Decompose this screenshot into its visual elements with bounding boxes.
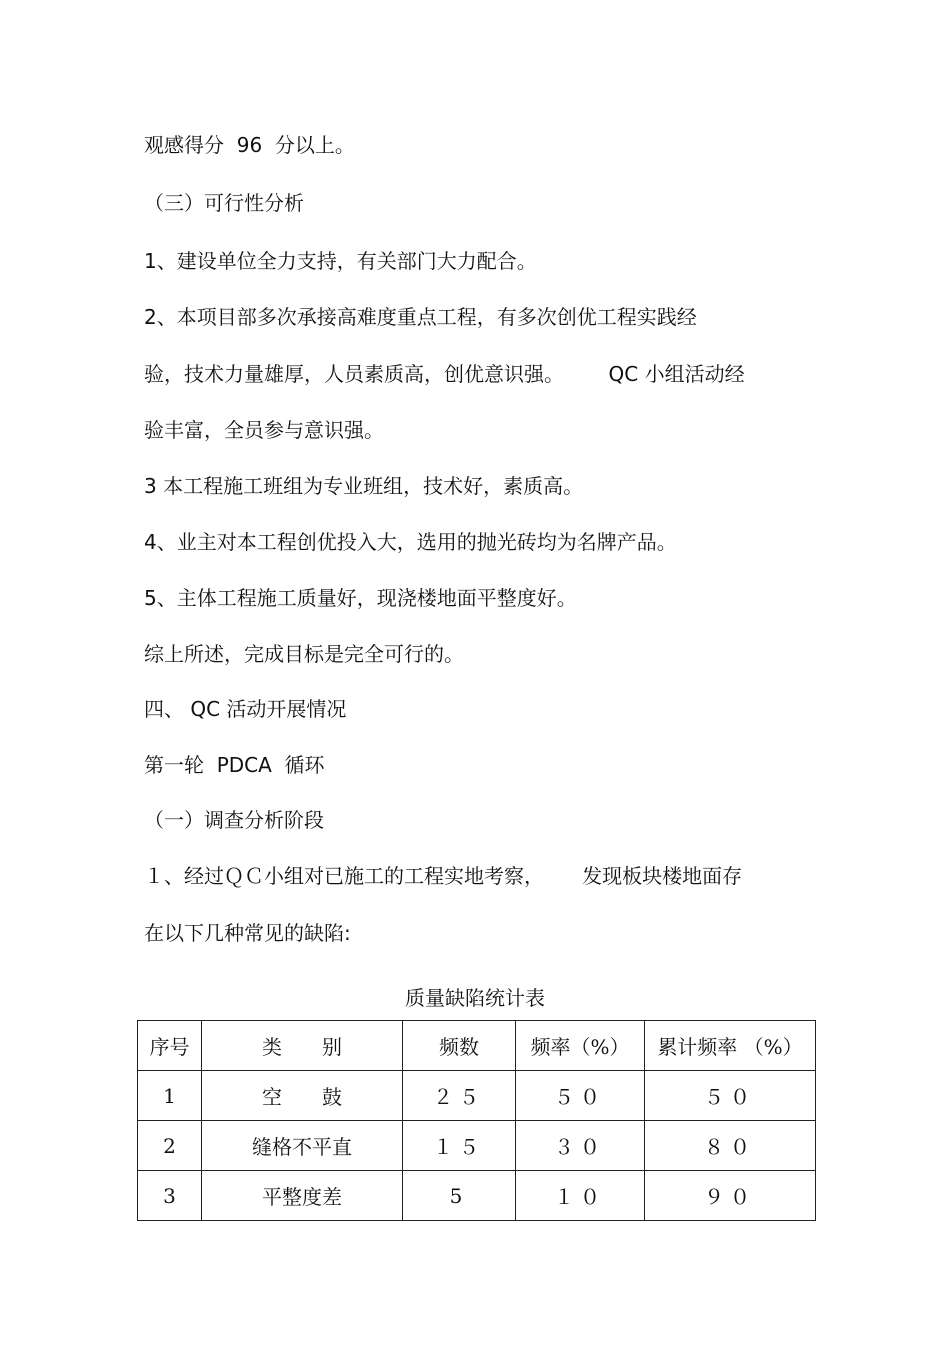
paragraph: 3 本工程施工班组为专业班组，技术好，素质高。 bbox=[144, 474, 584, 498]
table-cell: 3 bbox=[138, 1171, 202, 1221]
table-cell: 2 bbox=[138, 1121, 202, 1171]
paragraph: 2、本项目部多次承接高难度重点工程，有多次创优工程实践经 bbox=[144, 305, 697, 329]
table-header-cell: 类 别 bbox=[202, 1021, 403, 1071]
table-cell: 1 bbox=[138, 1071, 202, 1121]
table-cell: 平整度差 bbox=[202, 1171, 403, 1221]
section-heading: 四、 QC 活动开展情况 bbox=[144, 697, 347, 721]
paragraph: 1、建设单位全力支持，有关部门大力配合。 bbox=[144, 249, 537, 273]
table-cell: ８０ bbox=[645, 1121, 816, 1171]
table-caption: 质量缺陷统计表 bbox=[405, 986, 545, 1010]
defect-statistics-table bbox=[137, 1020, 816, 1221]
table-header-cell: 累计频率 （%） bbox=[645, 1021, 816, 1071]
paragraph: 5、主体工程施工质量好，现浇楼地面平整度好。 bbox=[144, 586, 577, 610]
paragraph: １、经过ＱＣ小组对已施工的工程实地考察， 发现板块楼地面存 bbox=[144, 864, 743, 888]
table-cell: ５０ bbox=[516, 1071, 645, 1121]
table-cell: 5 bbox=[403, 1171, 516, 1221]
table-header-cell: 频数 bbox=[403, 1021, 516, 1071]
table-cell: １５ bbox=[403, 1121, 516, 1171]
section-heading: （一）调查分析阶段 bbox=[144, 808, 324, 832]
table-row bbox=[138, 1071, 816, 1121]
table-header-cell: 频率（%） bbox=[516, 1021, 645, 1071]
paragraph: 4、业主对本工程创优投入大，选用的抛光砖均为名牌产品。 bbox=[144, 530, 677, 554]
table-row bbox=[138, 1171, 816, 1221]
paragraph: 综上所述，完成目标是完全可行的。 bbox=[144, 642, 464, 666]
table-header-cell: 序号 bbox=[138, 1021, 202, 1071]
table-cell: ９０ bbox=[645, 1171, 816, 1221]
table-row bbox=[138, 1121, 816, 1171]
paragraph: 验丰富，全员参与意识强。 bbox=[144, 418, 384, 442]
table-cell: １０ bbox=[516, 1171, 645, 1221]
table-cell: 空 鼓 bbox=[202, 1071, 403, 1121]
paragraph: 观感得分 96 分以上。 bbox=[144, 133, 355, 157]
table-cell: 缝格不平直 bbox=[202, 1121, 403, 1171]
table-header-row bbox=[138, 1021, 816, 1071]
section-heading: （三）可行性分析 bbox=[144, 191, 304, 215]
paragraph: 在以下几种常见的缺陷: bbox=[144, 921, 351, 945]
paragraph: 验，技术力量雄厚，人员素质高，创优意识强。 QC 小组活动经 bbox=[144, 362, 745, 386]
section-heading: 第一轮 PDCA 循环 bbox=[144, 753, 325, 777]
table-cell: ２５ bbox=[403, 1071, 516, 1121]
table-cell: ３０ bbox=[516, 1121, 645, 1171]
table-cell: ５０ bbox=[645, 1071, 816, 1121]
